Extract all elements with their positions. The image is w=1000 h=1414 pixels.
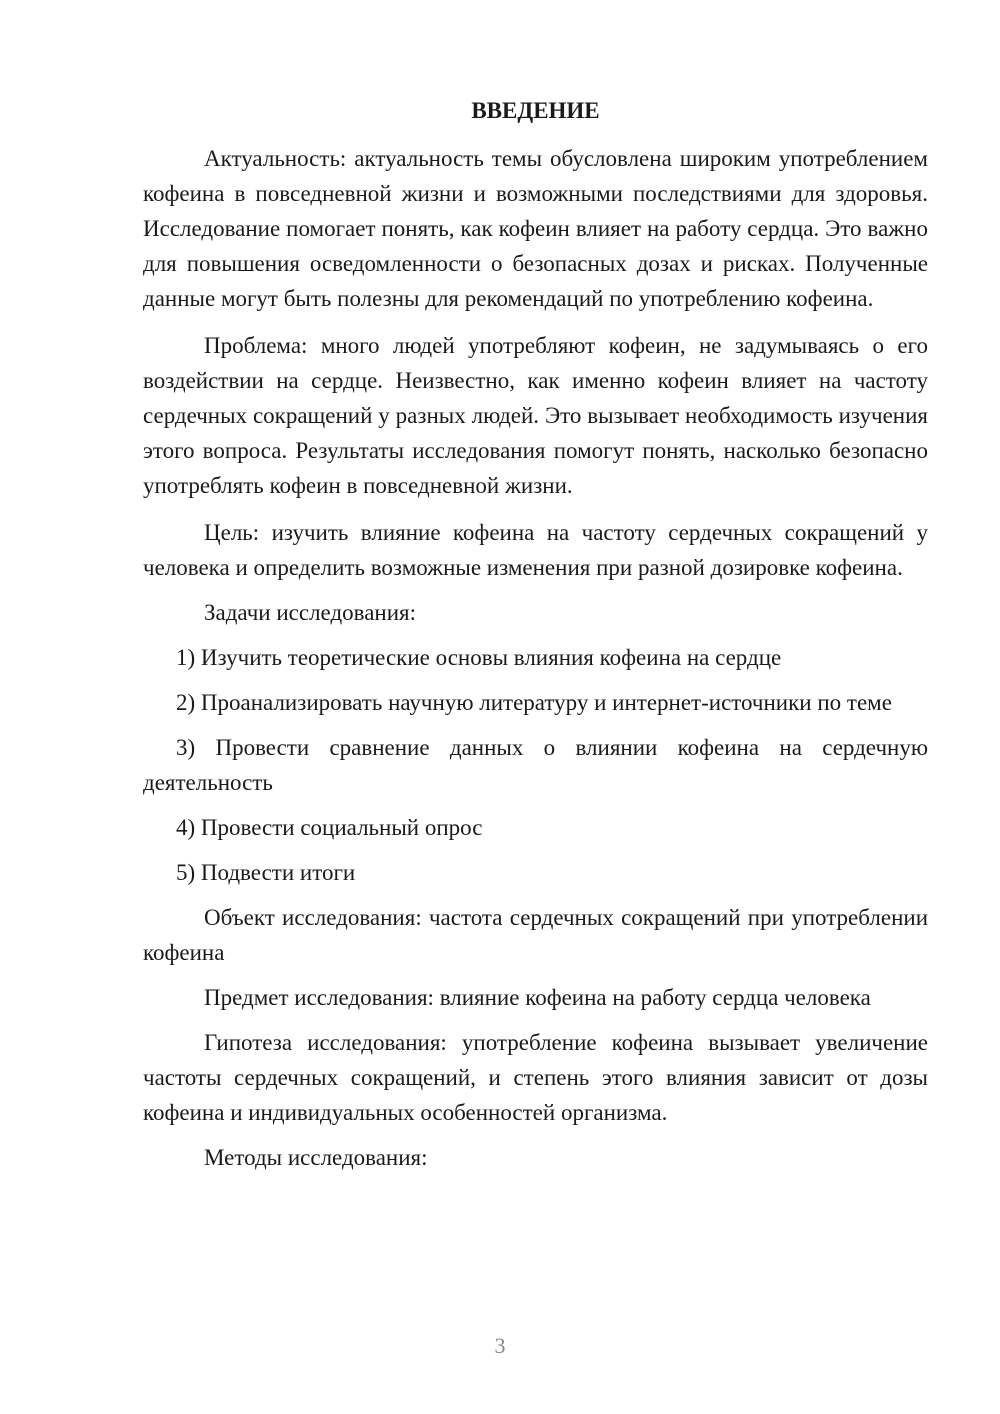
- task-item-4: 4) Провести социальный опрос: [176, 815, 483, 840]
- paragraph-subject: Предмет исследования: влияние кофеина на работу сердца человека: [204, 985, 871, 1010]
- paragraph-tasks-title: Задачи исследования:: [204, 600, 417, 625]
- task-item-2: 2) Проанализировать научную литературу и интернет-источники по теме: [176, 690, 892, 715]
- task-item-3: 3) Провести сравнение данных о влиянии кофеина на сердечную деятельность: [143, 735, 928, 795]
- paragraph-hypothesis: Гипотеза исследования: употребление кофеина вызывает увеличение частоты сердечных сокращений, и степень этого влияния зависит от дозы кофеина и индивидуальных особенностей организма.: [143, 1030, 928, 1125]
- paragraph-goal: Цель: изучить влияние кофеина на частоту сердечных сокращений у человека и определить возможные изменения при разной дозировке кофеина.: [143, 520, 928, 580]
- task-item-5: 5) Подвести итоги: [176, 860, 356, 885]
- paragraph-relevance: Актуальность: актуальность темы обусловлена широким употреблением кофеина в повседневной жизни и возможными последствиями для здоровья. Исследование помогает понять, как кофеин влияет на работу сердца. Это важно для повышения осведомленности о безопасных дозах и рисках. Полученные данные могут быть полезны для рекомендаций по употреблению кофеина.: [143, 146, 928, 311]
- paragraph-methods-title: Методы исследования:: [204, 1145, 428, 1170]
- body-text: [143, 141, 928, 1175]
- task-item-1: 1) Изучить теоретические основы влияния кофеина на сердце: [176, 645, 782, 670]
- page-number: 3: [494, 1333, 506, 1358]
- paragraph-object: Объект исследования: частота сердечных сокращений при употреблении кофеина: [143, 905, 928, 965]
- paragraph-problem: Проблема: много людей употребляют кофеин, не задумываясь о его воздействии на сердце. Неизвестно, как именно кофеин влияет на частоту сердечных сокращений у разных людей. Это вызывает необходимость изучения этого вопроса. Результаты исследования помогут понять, насколько безопасно употреблять кофеин в повседневной жизни.: [143, 333, 928, 498]
- section-heading: ВВЕДЕНИЕ: [471, 98, 600, 123]
